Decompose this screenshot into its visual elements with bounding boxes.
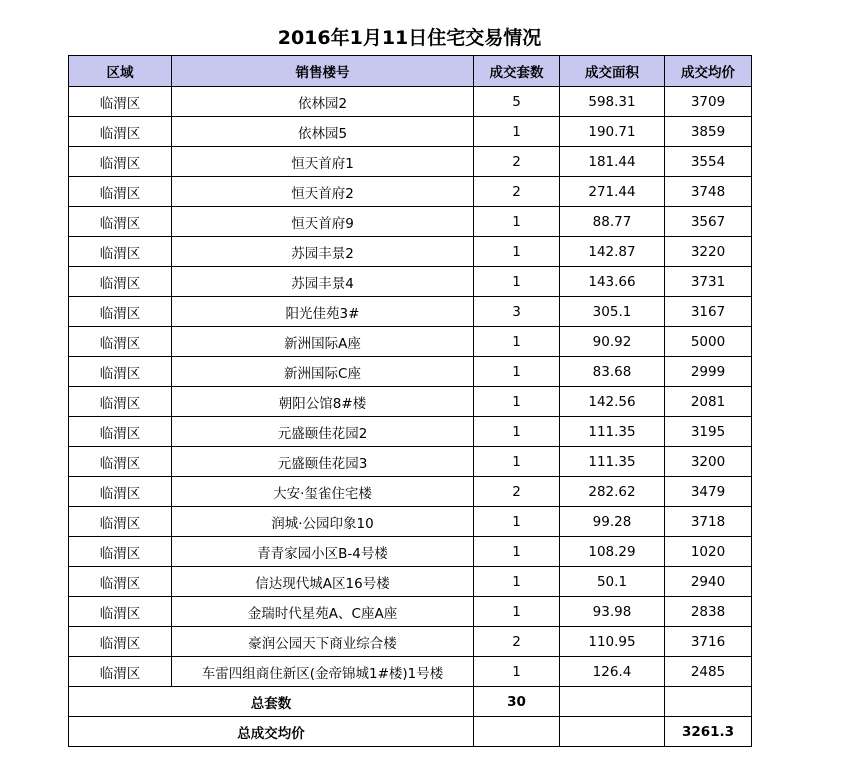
avg-price-label: 总成交均价 bbox=[69, 717, 474, 747]
cell-price: 3554 bbox=[665, 147, 752, 177]
cell-area: 93.98 bbox=[560, 597, 665, 627]
cell-units: 2 bbox=[474, 627, 560, 657]
cell-price: 2485 bbox=[665, 657, 752, 687]
cell-area: 143.66 bbox=[560, 267, 665, 297]
avg-price-empty-area bbox=[560, 717, 665, 747]
cell-units: 1 bbox=[474, 537, 560, 567]
cell-district: 临渭区 bbox=[69, 387, 172, 417]
cell-price: 3859 bbox=[665, 117, 752, 147]
cell-district: 临渭区 bbox=[69, 327, 172, 357]
table-row bbox=[69, 237, 752, 267]
cell-area: 190.71 bbox=[560, 117, 665, 147]
cell-building: 新洲国际A座 bbox=[172, 327, 474, 357]
cell-price: 3200 bbox=[665, 447, 752, 477]
avg-price-row bbox=[69, 717, 752, 747]
cell-district: 临渭区 bbox=[69, 147, 172, 177]
cell-building: 依林园5 bbox=[172, 117, 474, 147]
cell-building: 苏园丰景4 bbox=[172, 267, 474, 297]
cell-building: 元盛颐佳花园2 bbox=[172, 417, 474, 447]
cell-district: 临渭区 bbox=[69, 267, 172, 297]
transactions-table bbox=[68, 55, 752, 747]
cell-area: 181.44 bbox=[560, 147, 665, 177]
table-body bbox=[69, 87, 752, 687]
cell-units: 1 bbox=[474, 327, 560, 357]
cell-district: 临渭区 bbox=[69, 237, 172, 267]
cell-area: 305.1 bbox=[560, 297, 665, 327]
cell-district: 临渭区 bbox=[69, 657, 172, 687]
cell-units: 1 bbox=[474, 357, 560, 387]
cell-units: 1 bbox=[474, 387, 560, 417]
cell-building: 恒天首府1 bbox=[172, 147, 474, 177]
cell-units: 2 bbox=[474, 177, 560, 207]
table-row bbox=[69, 537, 752, 567]
cell-price: 3716 bbox=[665, 627, 752, 657]
cell-area: 271.44 bbox=[560, 177, 665, 207]
cell-units: 1 bbox=[474, 657, 560, 687]
cell-district: 临渭区 bbox=[69, 567, 172, 597]
total-units-empty-area bbox=[560, 687, 665, 717]
cell-price: 2081 bbox=[665, 387, 752, 417]
cell-district: 临渭区 bbox=[69, 207, 172, 237]
cell-units: 1 bbox=[474, 417, 560, 447]
cell-price: 2940 bbox=[665, 567, 752, 597]
table-row bbox=[69, 297, 752, 327]
cell-building: 青青家园小区B-4号楼 bbox=[172, 537, 474, 567]
cell-district: 临渭区 bbox=[69, 87, 172, 117]
table-row bbox=[69, 267, 752, 297]
table-row bbox=[69, 177, 752, 207]
table-row bbox=[69, 327, 752, 357]
cell-district: 临渭区 bbox=[69, 357, 172, 387]
header-area: 成交面积 bbox=[560, 56, 665, 87]
cell-units: 1 bbox=[474, 597, 560, 627]
avg-price-empty-units bbox=[474, 717, 560, 747]
total-units-empty-price bbox=[665, 687, 752, 717]
cell-district: 临渭区 bbox=[69, 597, 172, 627]
header-units: 成交套数 bbox=[474, 56, 560, 87]
cell-area: 142.56 bbox=[560, 387, 665, 417]
cell-price: 1020 bbox=[665, 537, 752, 567]
cell-units: 2 bbox=[474, 477, 560, 507]
cell-area: 83.68 bbox=[560, 357, 665, 387]
header-building: 销售楼号 bbox=[172, 56, 474, 87]
table-row bbox=[69, 447, 752, 477]
table-row bbox=[69, 417, 752, 447]
cell-district: 临渭区 bbox=[69, 297, 172, 327]
cell-price: 3195 bbox=[665, 417, 752, 447]
cell-district: 临渭区 bbox=[69, 117, 172, 147]
cell-area: 126.4 bbox=[560, 657, 665, 687]
cell-units: 1 bbox=[474, 237, 560, 267]
cell-price: 3167 bbox=[665, 297, 752, 327]
cell-building: 阳光佳苑3# bbox=[172, 297, 474, 327]
cell-building: 车雷四组商住新区(金帝锦城1#楼)1号楼 bbox=[172, 657, 474, 687]
cell-units: 1 bbox=[474, 507, 560, 537]
cell-building: 依林园2 bbox=[172, 87, 474, 117]
table-row bbox=[69, 507, 752, 537]
cell-district: 临渭区 bbox=[69, 537, 172, 567]
total-units-row bbox=[69, 687, 752, 717]
cell-building: 恒天首府2 bbox=[172, 177, 474, 207]
table-row bbox=[69, 117, 752, 147]
cell-price: 3479 bbox=[665, 477, 752, 507]
cell-building: 元盛颐佳花园3 bbox=[172, 447, 474, 477]
cell-units: 1 bbox=[474, 567, 560, 597]
cell-building: 豪润公园天下商业综合楼 bbox=[172, 627, 474, 657]
cell-price: 3718 bbox=[665, 507, 752, 537]
table-row bbox=[69, 477, 752, 507]
total-units-label: 总套数 bbox=[69, 687, 474, 717]
cell-district: 临渭区 bbox=[69, 507, 172, 537]
cell-area: 111.35 bbox=[560, 447, 665, 477]
table-row bbox=[69, 147, 752, 177]
cell-building: 大安·玺雀住宅楼 bbox=[172, 477, 474, 507]
cell-price: 3567 bbox=[665, 207, 752, 237]
page-title: 2016年1月11日住宅交易情况 bbox=[277, 27, 542, 49]
table-row bbox=[69, 567, 752, 597]
cell-area: 111.35 bbox=[560, 417, 665, 447]
cell-district: 临渭区 bbox=[69, 627, 172, 657]
cell-units: 2 bbox=[474, 147, 560, 177]
table-row bbox=[69, 597, 752, 627]
cell-area: 598.31 bbox=[560, 87, 665, 117]
cell-district: 临渭区 bbox=[69, 417, 172, 447]
cell-price: 2999 bbox=[665, 357, 752, 387]
cell-price: 5000 bbox=[665, 327, 752, 357]
table-row bbox=[69, 87, 752, 117]
cell-price: 2838 bbox=[665, 597, 752, 627]
avg-price-value: 3261.3 bbox=[665, 717, 752, 747]
cell-area: 99.28 bbox=[560, 507, 665, 537]
header-price: 成交均价 bbox=[665, 56, 752, 87]
cell-building: 新洲国际C座 bbox=[172, 357, 474, 387]
header-district: 区域 bbox=[69, 56, 172, 87]
cell-area: 108.29 bbox=[560, 537, 665, 567]
cell-price: 3220 bbox=[665, 237, 752, 267]
cell-area: 90.92 bbox=[560, 327, 665, 357]
cell-area: 142.87 bbox=[560, 237, 665, 267]
cell-units: 1 bbox=[474, 267, 560, 297]
table-row bbox=[69, 627, 752, 657]
cell-units: 1 bbox=[474, 207, 560, 237]
cell-area: 88.77 bbox=[560, 207, 665, 237]
cell-area: 282.62 bbox=[560, 477, 665, 507]
cell-building: 信达现代城A区16号楼 bbox=[172, 567, 474, 597]
cell-district: 临渭区 bbox=[69, 447, 172, 477]
table-row bbox=[69, 657, 752, 687]
cell-units: 1 bbox=[474, 117, 560, 147]
table-row bbox=[69, 387, 752, 417]
cell-units: 1 bbox=[474, 447, 560, 477]
cell-building: 润城·公园印象10 bbox=[172, 507, 474, 537]
cell-units: 5 bbox=[474, 87, 560, 117]
cell-area: 110.95 bbox=[560, 627, 665, 657]
table-header bbox=[69, 56, 752, 87]
cell-building: 苏园丰景2 bbox=[172, 237, 474, 267]
cell-district: 临渭区 bbox=[69, 177, 172, 207]
cell-district: 临渭区 bbox=[69, 477, 172, 507]
total-units-value: 30 bbox=[474, 687, 560, 717]
table-row bbox=[69, 207, 752, 237]
table-row bbox=[69, 357, 752, 387]
table-summary bbox=[69, 687, 752, 747]
cell-units: 3 bbox=[474, 297, 560, 327]
header-row bbox=[69, 56, 752, 87]
cell-building: 恒天首府9 bbox=[172, 207, 474, 237]
cell-area: 50.1 bbox=[560, 567, 665, 597]
cell-price: 3709 bbox=[665, 87, 752, 117]
cell-price: 3748 bbox=[665, 177, 752, 207]
cell-price: 3731 bbox=[665, 267, 752, 297]
cell-building: 金瑞时代星苑A、C座A座 bbox=[172, 597, 474, 627]
cell-building: 朝阳公馆8#楼 bbox=[172, 387, 474, 417]
